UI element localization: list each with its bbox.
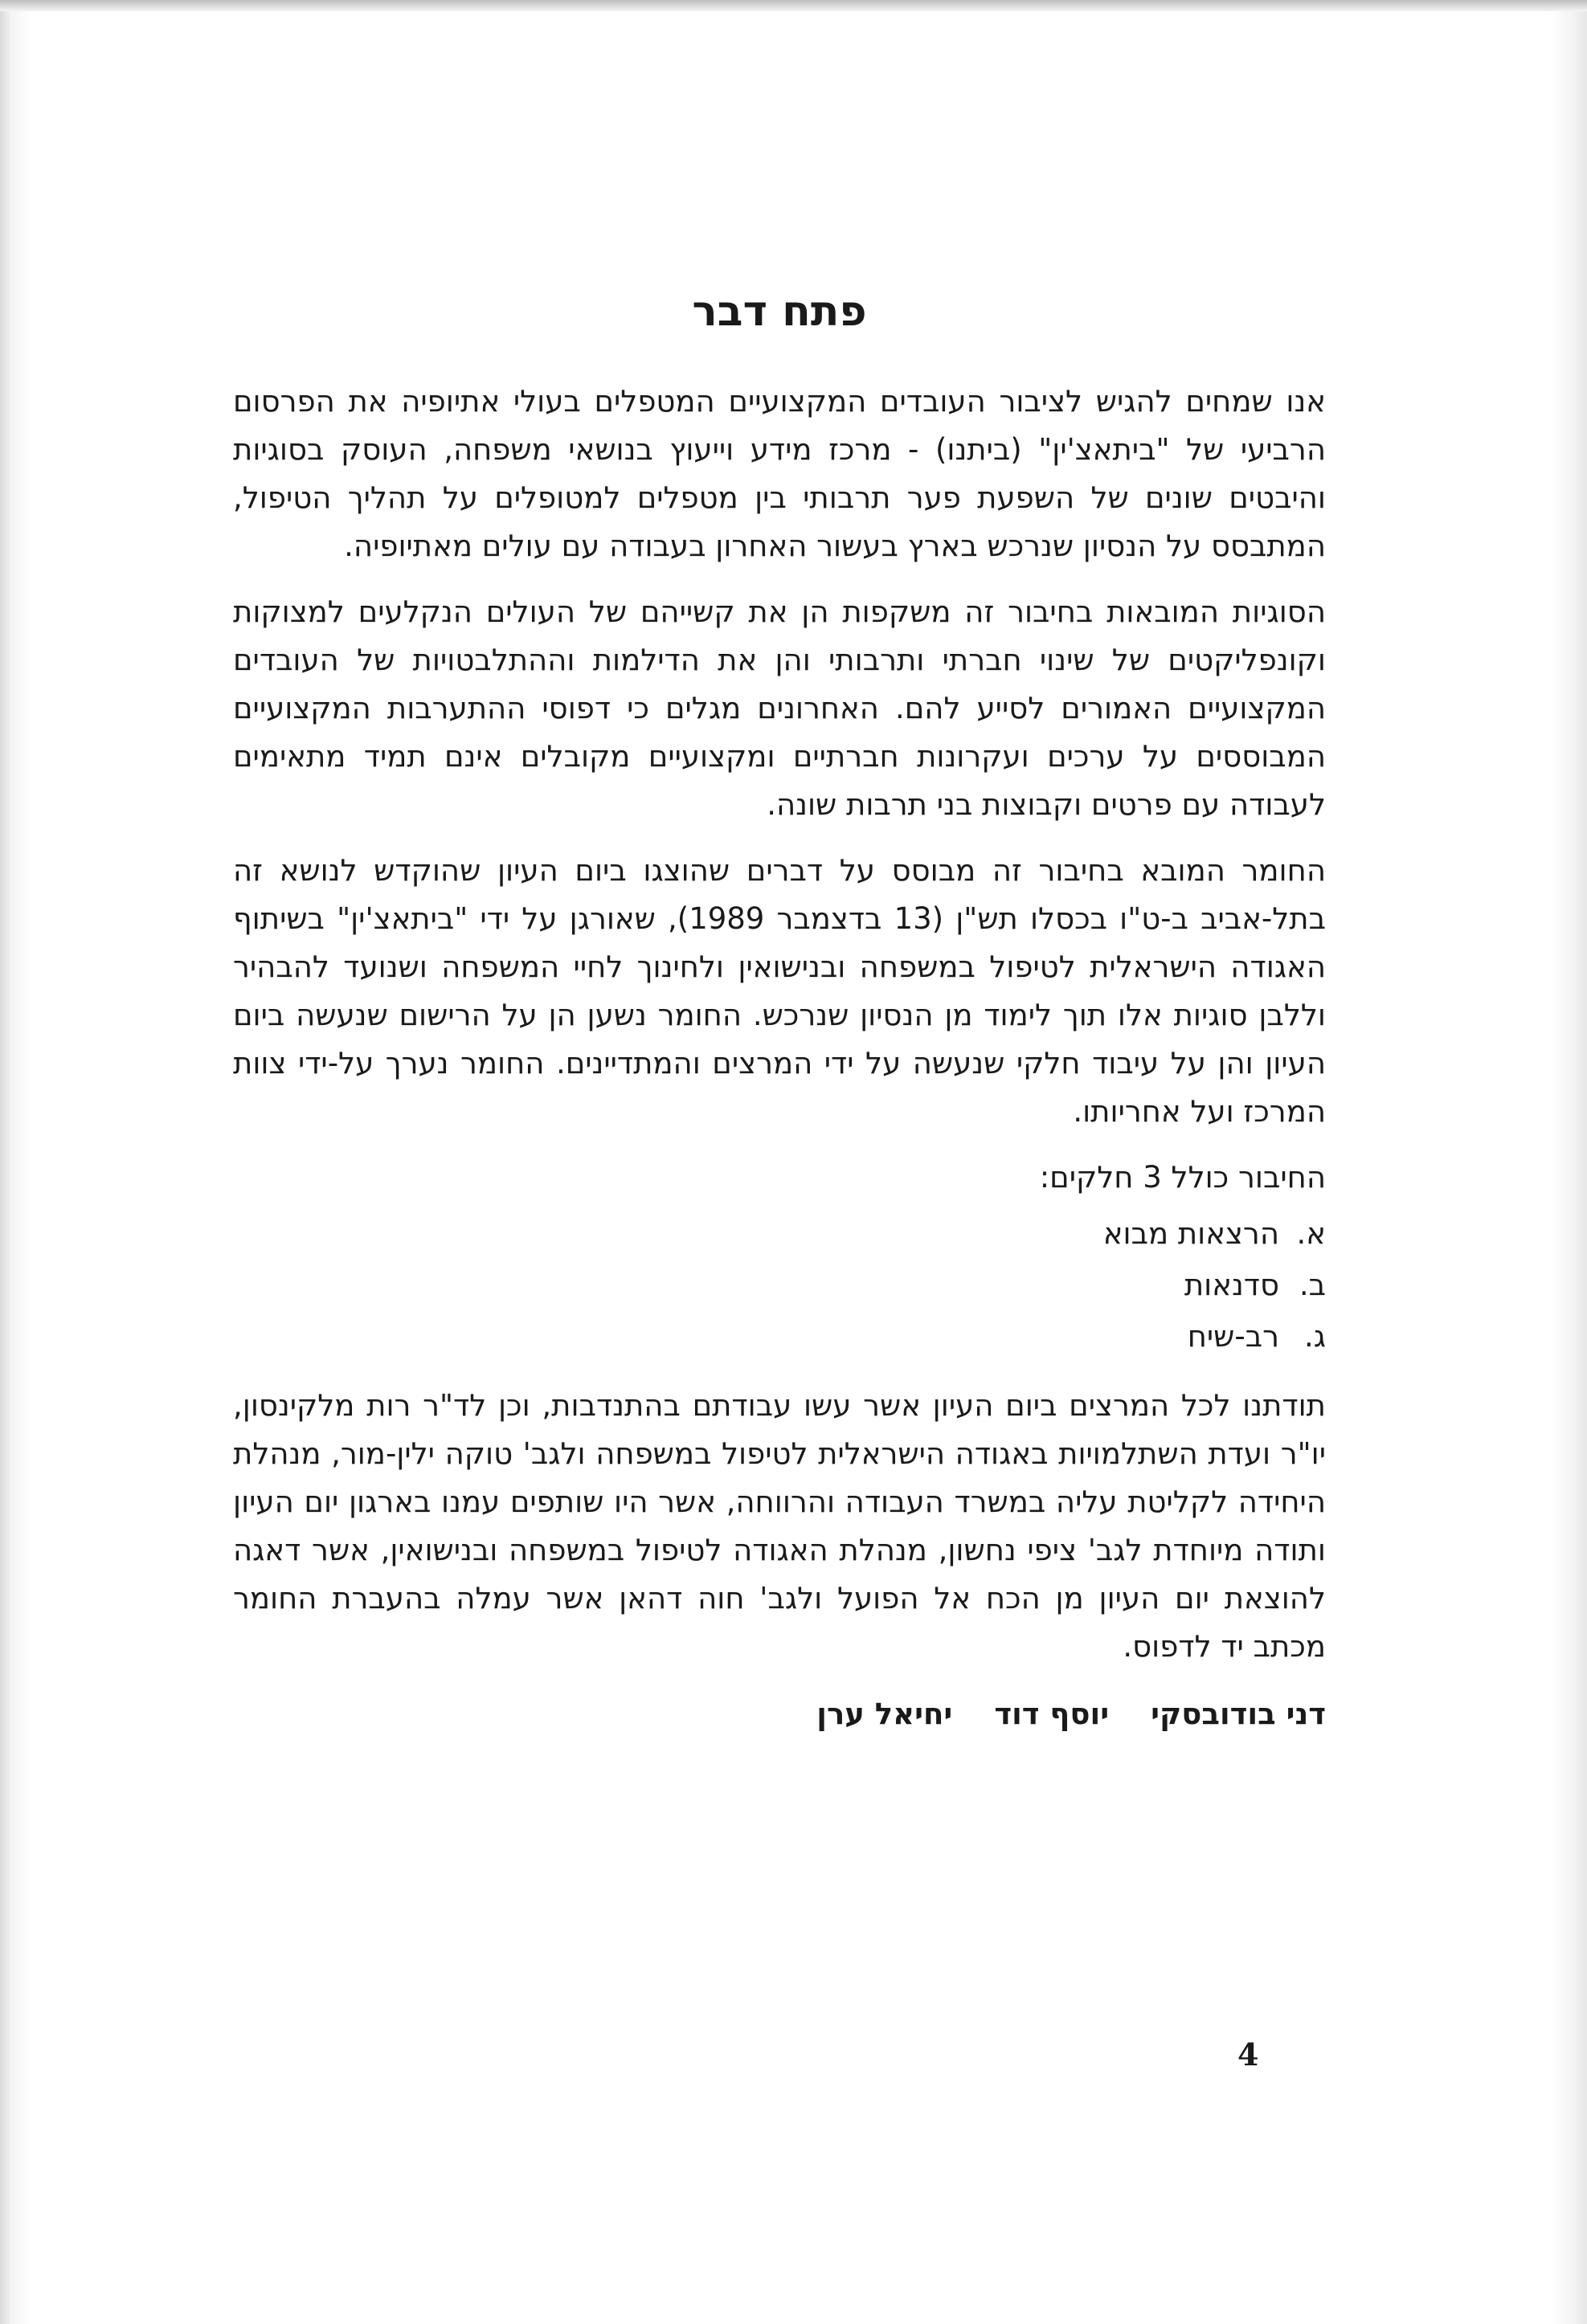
signature-name: יוסף דוד bbox=[994, 1697, 1110, 1731]
paragraph-issues: הסוגיות המובאות בחיבור זה משקפות הן את קשייהם של העולים הנקלעים למצוקות וקונפליקטים של שינוי חברתי ותרבותי והן את הדילמות וההתלבטויות של העובדים המקצועיים האמורים לסייע להם. האחרונים מגלים כי דפוסי ההתערבות המקצועיים המבוססים על ערכים ועקרונות חברתיים ומקצועיים מקובלים אינם תמיד מתאימים לעבודה עם פרטים וקבוצות בני תרבות שונה. bbox=[233, 594, 1326, 822]
list-item bbox=[233, 1311, 1326, 1362]
page-title: פתח דבר bbox=[692, 287, 867, 336]
page-top-edge bbox=[0, 0, 1587, 11]
list-item-letter: ב. bbox=[1299, 1268, 1326, 1302]
paragraph-source: החומר המובא בחיבור זה מבוסס על דברים שהוצגו ביום העיון שהוקדש לנושא זה בתל-אביב ב-ט"ו בכסלו תש"ן (13 בדצמבר 1989), שאורגן על ידי "ביתאצ'ין" בשיתוף האגודה הישראלית לטיפול במשפחה ובנישואין ולחינוך לחיי המשפחה ושנועד להבהיר וללבן סוגיות אלו תוך לימוד מן הנסיון שנרכש. החומר נשען הן על הרישום שנעשה ביום העיון והן על עיבוד חלקי שנעשה על ידי המרצים והמתדיינים. החומר נערך על-ידי צוות המרכז ועל אחריותו. bbox=[233, 853, 1327, 1129]
paragraph-intro: אנו שמחים להגיש לציבור העובדים המקצועיים המטפלים בעולי אתיופיה את הפרסום הרביעי של "ביתאצ'ין" (ביתנו) - מרכז מידע וייעוץ בנושאי משפחה, העוסק בסוגיות והיבטים שונים של השפעת פער תרבותי בין מטפלים למטופלים על תהליך הטיפול, המתבסס על הנסיון שנרכש בארץ בעשור האחרון בעבודה עם עולים מאתיופיה. bbox=[233, 384, 1326, 563]
parts-intro: החיבור כולל 3 חלקים: bbox=[1039, 1160, 1326, 1195]
document-body bbox=[233, 378, 1326, 1738]
signature-name: יחיאל ערן bbox=[816, 1697, 953, 1731]
list-item bbox=[233, 1260, 1326, 1311]
list-item bbox=[233, 1208, 1326, 1260]
list-item-label: רב-שיח bbox=[1187, 1319, 1279, 1354]
list-item-label: הרצאות מבוא bbox=[1102, 1216, 1279, 1251]
list-item-label: סדנאות bbox=[1184, 1268, 1279, 1302]
list-item-letter: א. bbox=[1296, 1216, 1326, 1251]
signatures bbox=[233, 1690, 1326, 1738]
paragraph-thanks: תודתנו לכל המרצים ביום העיון אשר עשו עבודתם בהתנדבות, וכן לד"ר רות מלקינסון, יו"ר ועדת השתלמויות באגודה הישראלית לטיפול במשפחה ולגב' טוקה ילין-מור, מנהלת היחידה לקליטת עליה במשרד העבודה והרווחה, אשר היו שותפים עמנו בארגון יום העיון ותודה מיוחדת לגב' ציפי נחשון, מנהלת האגודה לטיפול במשפחה ובנישואין, אשר דאגה להוצאת יום העיון מן הכח אל הפועל ולגב' חוה דהאן אשר עמלה בהעברת החומר מכתב יד לדפוס. bbox=[233, 1388, 1326, 1664]
list-item-letter: ג. bbox=[1303, 1319, 1326, 1354]
signature-name: דני בודובסקי bbox=[1151, 1697, 1326, 1731]
parts-list bbox=[233, 1208, 1326, 1362]
page-number: 4 bbox=[1237, 2036, 1259, 2073]
